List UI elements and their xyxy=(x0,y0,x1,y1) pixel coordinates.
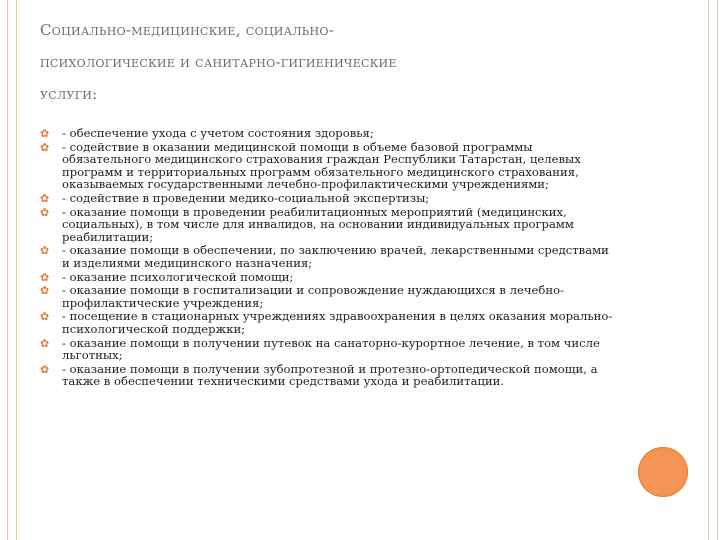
list-item xyxy=(40,284,620,309)
services-list xyxy=(40,127,620,389)
flower-bullet-icon: ✿ xyxy=(40,244,50,258)
slide-title xyxy=(40,14,680,110)
list-item xyxy=(40,192,620,205)
list-item-text: - оказание помощи в госпитализации и сопровождение нуждающихся в лечебно-профилактические учреждения; xyxy=(62,283,564,310)
list-item xyxy=(40,141,620,191)
flower-bullet-icon: ✿ xyxy=(40,362,50,376)
list-item xyxy=(40,363,620,388)
list-item xyxy=(40,310,620,335)
list-item xyxy=(40,206,620,244)
flower-bullet-icon: ✿ xyxy=(40,127,50,140)
flower-bullet-icon: ✿ xyxy=(40,310,50,324)
list-item-text: - оказание помощи в получении путевок на санаторно-курортное лечение, в том числе льготных; xyxy=(62,335,600,363)
title-line-1: Социально-медицинские, социально- xyxy=(40,21,335,39)
list-item xyxy=(40,127,620,140)
left-frame-stripe xyxy=(7,0,17,540)
flower-bullet-icon: ✿ xyxy=(40,284,50,298)
list-item xyxy=(40,244,620,269)
list-item-text: - содействие в проведении медико-социальной экспертизы; xyxy=(62,190,430,205)
list-item-text: - оказание психологической помощи; xyxy=(62,269,294,284)
list-item-text: - посещение в стационарных учреждениях здравоохранения в целях оказания морально-психологической поддержки; xyxy=(62,309,613,336)
flower-bullet-icon: ✿ xyxy=(40,191,50,205)
flower-bullet-icon: ✿ xyxy=(40,140,50,154)
list-item-text: - содействие в оказании медицинской помощи в объеме базовой программы обязательного медицинского страхования граждан Республики Татарстан, целевых программ и территориальных программ обязательного медицинского страхования, оказываемых государственными лечебно-профилактическими учреждениями; xyxy=(62,139,581,192)
list-item xyxy=(40,271,620,284)
decorative-circle xyxy=(638,447,688,497)
list-item-text: - оказание помощи в получении зубопротезной и протезно-ортопедической помощи, а также в обеспечении техническими средствами ухода и реабилитации. xyxy=(62,361,598,389)
title-line-2: психологические и санитарно-гигиенические xyxy=(40,53,397,71)
list-item xyxy=(40,337,620,362)
list-item-text: - обеспечение ухода с учетом состояния здоровья; xyxy=(62,126,374,140)
list-item-text: - оказание помощи в обеспечении, по заключению врачей, лекарственными средствами и изделиями медицинского назначения; xyxy=(62,243,609,270)
flower-bullet-icon: ✿ xyxy=(40,205,50,219)
title-line-3: услуги: xyxy=(40,85,98,103)
right-frame-stripe xyxy=(708,0,718,540)
list-item-text: - оказание помощи в проведении реабилитационных мероприятий (медицинских, социальных), в том числе для инвалидов, на основании индивидуальных программ реабилитации; xyxy=(62,204,574,244)
flower-bullet-icon: ✿ xyxy=(40,336,50,350)
flower-bullet-icon: ✿ xyxy=(40,270,50,284)
